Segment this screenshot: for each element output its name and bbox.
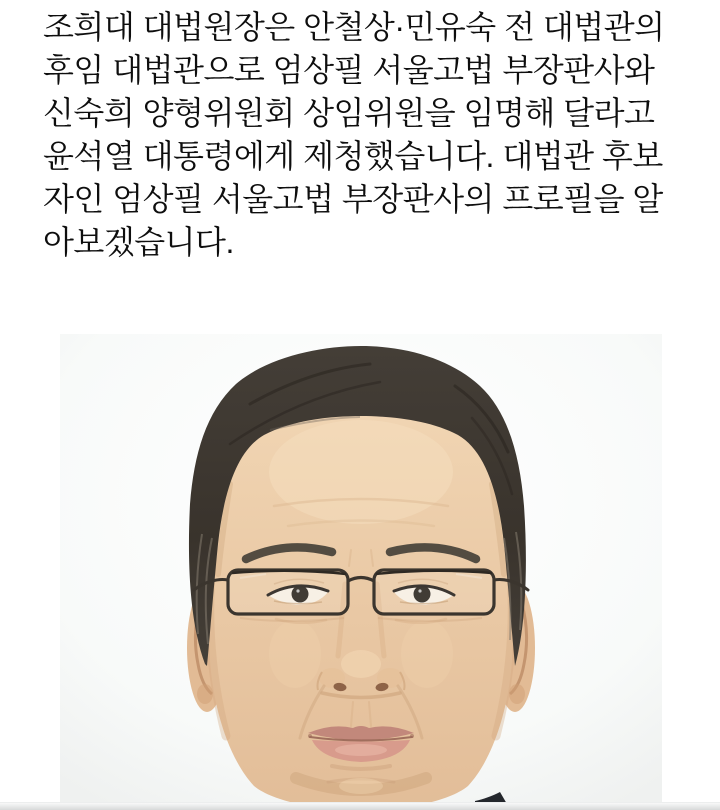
article-line: 자인 엄상필 서울고법 부장판사의 프로필을 알 bbox=[43, 181, 663, 217]
article-line: 신숙희 양형위원회 상임위원을 임명해 달라고 bbox=[43, 95, 655, 131]
article-paragraph bbox=[43, 6, 708, 264]
portrait-svg bbox=[60, 334, 662, 804]
portrait-photo bbox=[60, 334, 662, 804]
bottom-divider-bar bbox=[0, 802, 720, 810]
article-line: 후임 대법관으로 엄상필 서울고법 부장판사와 bbox=[43, 52, 655, 88]
article-line: 윤석열 대통령에게 제청했습니다. 대법관 후보 bbox=[43, 138, 663, 174]
article-line: 아보겠습니다. bbox=[43, 224, 234, 260]
article-line: 조희대 대법원장은 안철상·민유숙 전 대법관의 bbox=[43, 9, 665, 45]
